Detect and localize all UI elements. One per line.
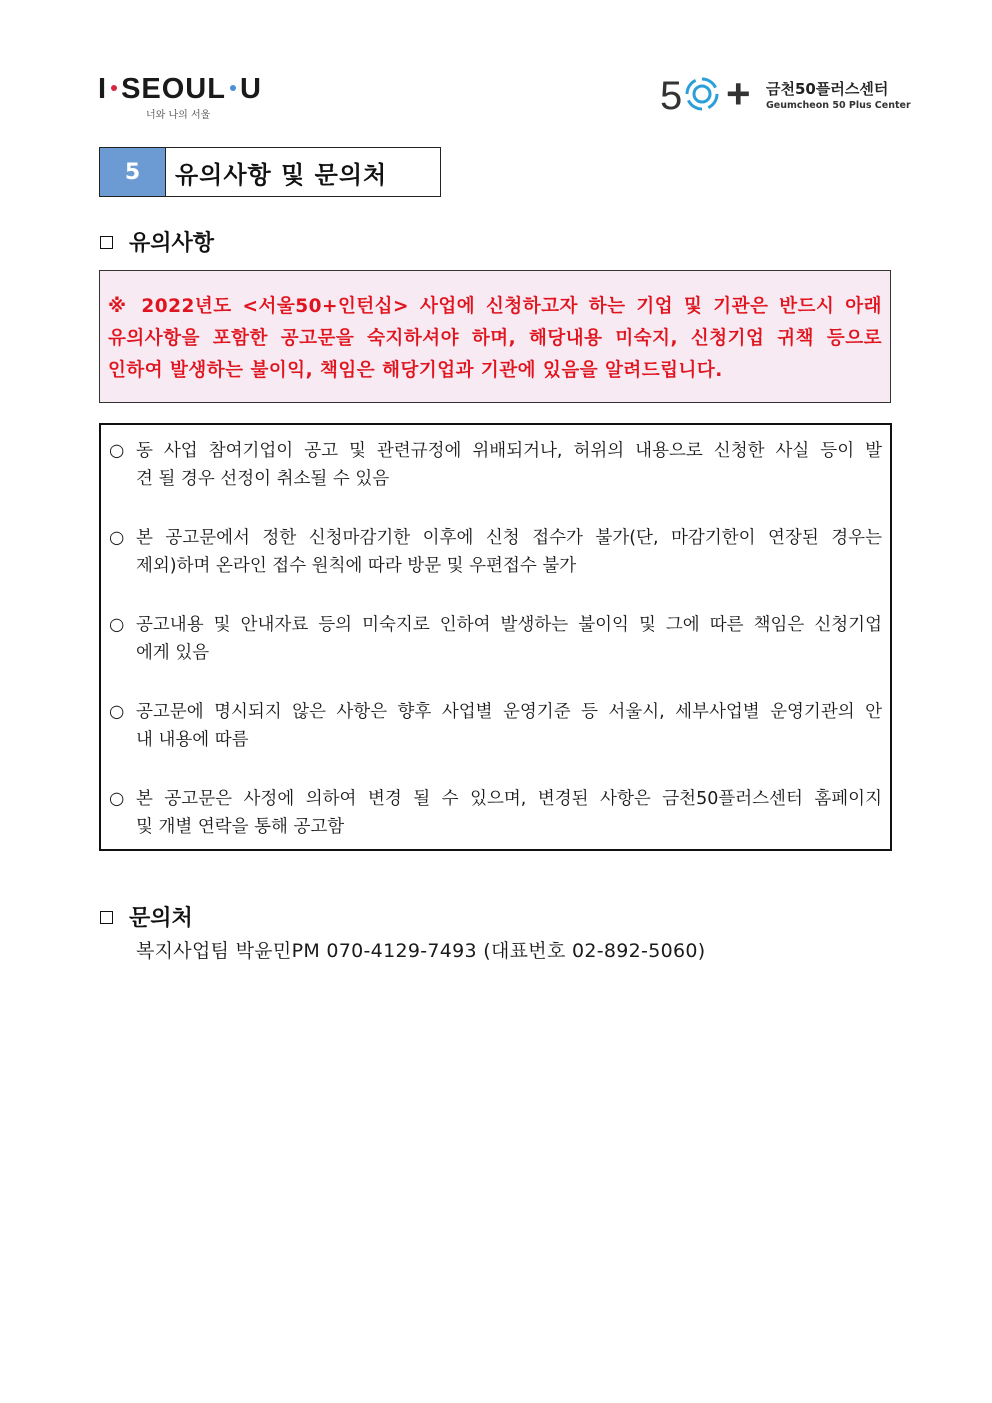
note-line: 견 될 경우 선정이 취소될 수 있음 (136, 469, 390, 489)
circle-bullet-icon: ○ (109, 702, 125, 722)
note-item (109, 437, 882, 493)
circle-bullet-icon: ○ (109, 789, 125, 809)
center-name-ko: 금천50플러스센터 (766, 80, 889, 98)
ring-icon (684, 76, 720, 112)
contact-heading (100, 901, 193, 932)
note-line: 본 공고문은 사정에 의하여 변경 될 수 있으며, 변경된 사항은 금천50플러스센터 홈페이지 (136, 789, 882, 809)
notices-heading (100, 226, 214, 257)
wordmark-u: U (239, 73, 262, 105)
blue-dot-icon (230, 85, 236, 91)
wordmark-seoul: SEOUL (121, 73, 226, 105)
note-line: 동 사업 참여기업이 공고 및 관련규정에 위배되거나, 허위의 내용으로 신청한 사실 등이 발 (136, 441, 882, 461)
note-item (109, 611, 882, 667)
logo-plus: + (726, 70, 751, 117)
center-logo (660, 70, 911, 120)
note-line: 공고내용 및 안내자료 등의 미숙지로 인하여 발생하는 불이익 및 그에 따른 책임은 신청기업 (136, 615, 882, 635)
circle-bullet-icon: ○ (109, 441, 125, 461)
note-line: 공고문에 명시되지 않은 사항은 향후 사업별 운영기준 등 서울시, 세부사업별 운영기관의 안 (136, 702, 882, 722)
note-line: 본 공고문에서 정한 신청마감기한 이후에 신청 접수가 불가(단, 마감기한이 연장된 경우는 (136, 528, 882, 548)
contact-info: 복지사업팀 박윤민PM 070-4129-7493 (대표번호 02-892-5060) (136, 940, 706, 962)
circle-bullet-icon: ○ (109, 528, 125, 548)
red-dot-icon (111, 85, 117, 91)
wordmark-i: I (98, 73, 108, 105)
note-item (109, 785, 882, 841)
center-name-en: Geumcheon 50 Plus Center (766, 100, 911, 111)
note-line: 및 개별 연락을 통해 공고함 (136, 817, 345, 837)
square-bullet-icon (100, 236, 113, 249)
section-header (99, 147, 441, 197)
notes-box (99, 423, 892, 851)
note-line: 제외)하며 온라인 접수 원칙에 따라 방문 및 우편접수 불가 (136, 556, 577, 576)
note-line: 에게 있음 (136, 643, 210, 663)
warning-line: 유의사항을 포함한 공고문을 숙지하셔야 하며, 해당내용 미숙지, 신청기업 귀책 등으로 (108, 328, 882, 349)
warning-box (99, 270, 891, 403)
warning-line: ※ 2022년도 <서울50+인턴십> 사업에 신청하고자 하는 기업 및 기관은 반드시 아래 (108, 296, 882, 317)
logo-five: 5 (660, 74, 683, 118)
note-line: 내 내용에 따름 (136, 730, 249, 750)
contact-heading-label: 문의처 (129, 906, 193, 931)
notices-heading-label: 유의사항 (129, 231, 215, 256)
seoul-tagline: 너와 나의 서울 (146, 110, 211, 121)
circle-bullet-icon: ○ (109, 615, 125, 635)
square-bullet-icon (100, 911, 113, 924)
seoul-wordmark (98, 74, 283, 104)
note-item (109, 524, 882, 580)
note-item (109, 698, 882, 754)
section-number: 5 (100, 148, 166, 196)
section-title: 유의사항 및 문의처 (175, 160, 388, 189)
seoul-logo (98, 74, 283, 121)
warning-line: 인하여 발생하는 불이익, 책임은 해당기업과 기관에 있음을 알려드립니다. (108, 360, 723, 381)
